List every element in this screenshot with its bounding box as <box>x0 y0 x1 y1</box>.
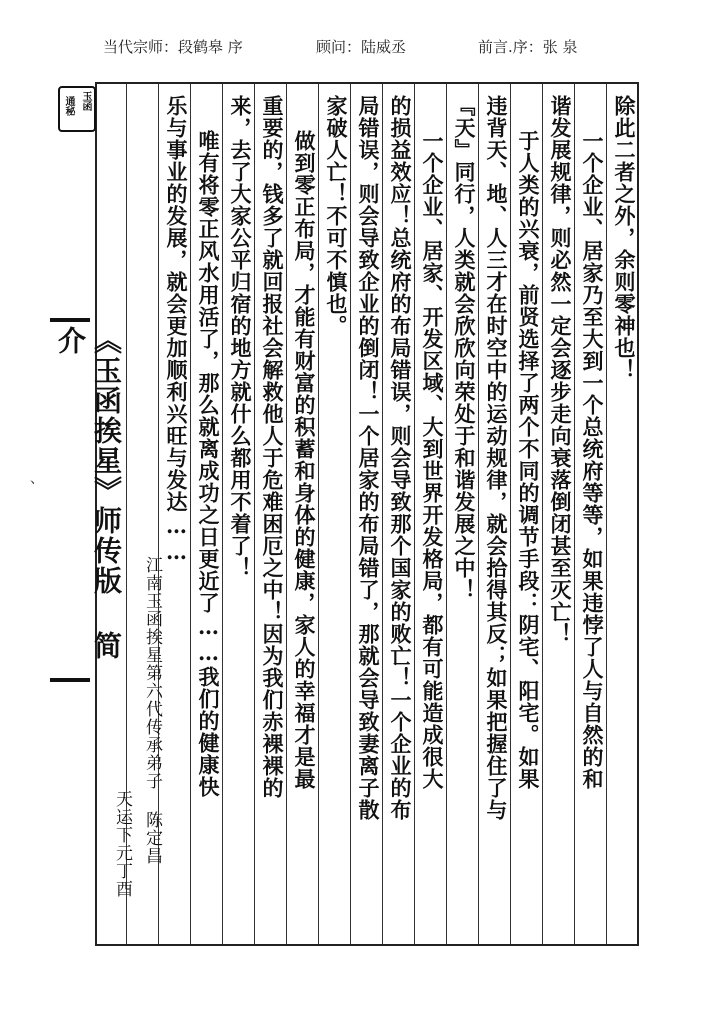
column-rule <box>286 84 287 944</box>
column-rule <box>350 84 351 944</box>
column-rule <box>446 84 447 944</box>
text-column-1: 除此二者之外，余则零神也！ <box>612 95 637 381</box>
column-rule <box>478 84 479 944</box>
column-rule <box>318 84 319 944</box>
text-column-13: 来，去了大家公平归宿的地方就什么都用不着了！ <box>228 95 253 579</box>
header-preface: 前言.序：张 泉 <box>478 38 578 56</box>
text-column-11: 做到零正布局，才能有财富的积蓄和身体的健康，家人的幸福才是最 <box>292 130 317 790</box>
column-rule <box>382 84 383 944</box>
column-rule <box>574 84 575 944</box>
margin-mark: 、 <box>30 471 44 487</box>
column-rule <box>414 84 415 944</box>
header-advisor: 顾问：陆威丞 <box>316 38 407 56</box>
text-column-6: 『天』同行，人类就会欣欣向荣处于和谐发展之中！ <box>452 95 477 601</box>
text-column-15: 乐与事业的发展，就会更加顺利兴旺与发达…… <box>164 95 189 565</box>
text-column-10: 家破人亡！不可不慎也。 <box>324 95 349 337</box>
page-header <box>0 36 724 60</box>
text-column-4: 于人类的兴衰，前贤选择了两个不同的调节手段：阴宅、阳宅。如果 <box>516 130 541 790</box>
header-master: 当代宗师：段鹤皋 序 <box>103 38 243 56</box>
text-column-2: 一个企业、居家乃至大到一个总统府等等，如果违悖了人与自然的和 <box>580 130 605 790</box>
column-rule <box>542 84 543 944</box>
column-rule <box>254 84 255 944</box>
text-column-12: 重要的，钱多了就回报社会解救他人于危难困厄之中！因为我们赤裸裸的 <box>260 95 285 799</box>
column-rule <box>606 84 607 944</box>
signature-date: 天运下元丁酉 <box>112 790 132 898</box>
text-column-8: 的损益效应！总统府的布局错误，则会导致那个国家的败亡！一个企业的布 <box>388 95 413 821</box>
column-rule <box>510 84 511 944</box>
text-column-5: 违背天、地、人三才在时空中的运动规律，就会拾得其反；如果把握住了与 <box>484 95 509 821</box>
seal-char-left: 通秘 <box>63 96 74 116</box>
title-bottom-bar <box>50 678 90 682</box>
seal-char-right: 玉函 <box>80 91 91 111</box>
text-column-9: 局错误，则会导致企业的倒闭！一个居家的布局错了，那就会导致妻离子散 <box>356 95 381 821</box>
text-column-3: 谐发展规律，则必然一定会逐步走向衰落倒闭甚至灭亡！ <box>548 95 573 645</box>
book-title: 《玉函挨星》师传版 简介 <box>54 326 123 661</box>
signature-lineage: 江南玉函挨星第六代传承弟子 陈定昌 <box>142 556 162 865</box>
text-column-7: 一个企业、居家、开发区域、大到世界开发格局，都有可能造成很大 <box>420 130 445 790</box>
column-rule <box>190 84 191 944</box>
text-column-14: 唯有将零正风水用活了，那么就离成功之日更近了……我们的健康快 <box>196 130 221 798</box>
seal-stamp <box>58 86 96 132</box>
column-rule <box>222 84 223 944</box>
title-top-bar <box>50 318 90 322</box>
book-title-block <box>46 318 123 686</box>
